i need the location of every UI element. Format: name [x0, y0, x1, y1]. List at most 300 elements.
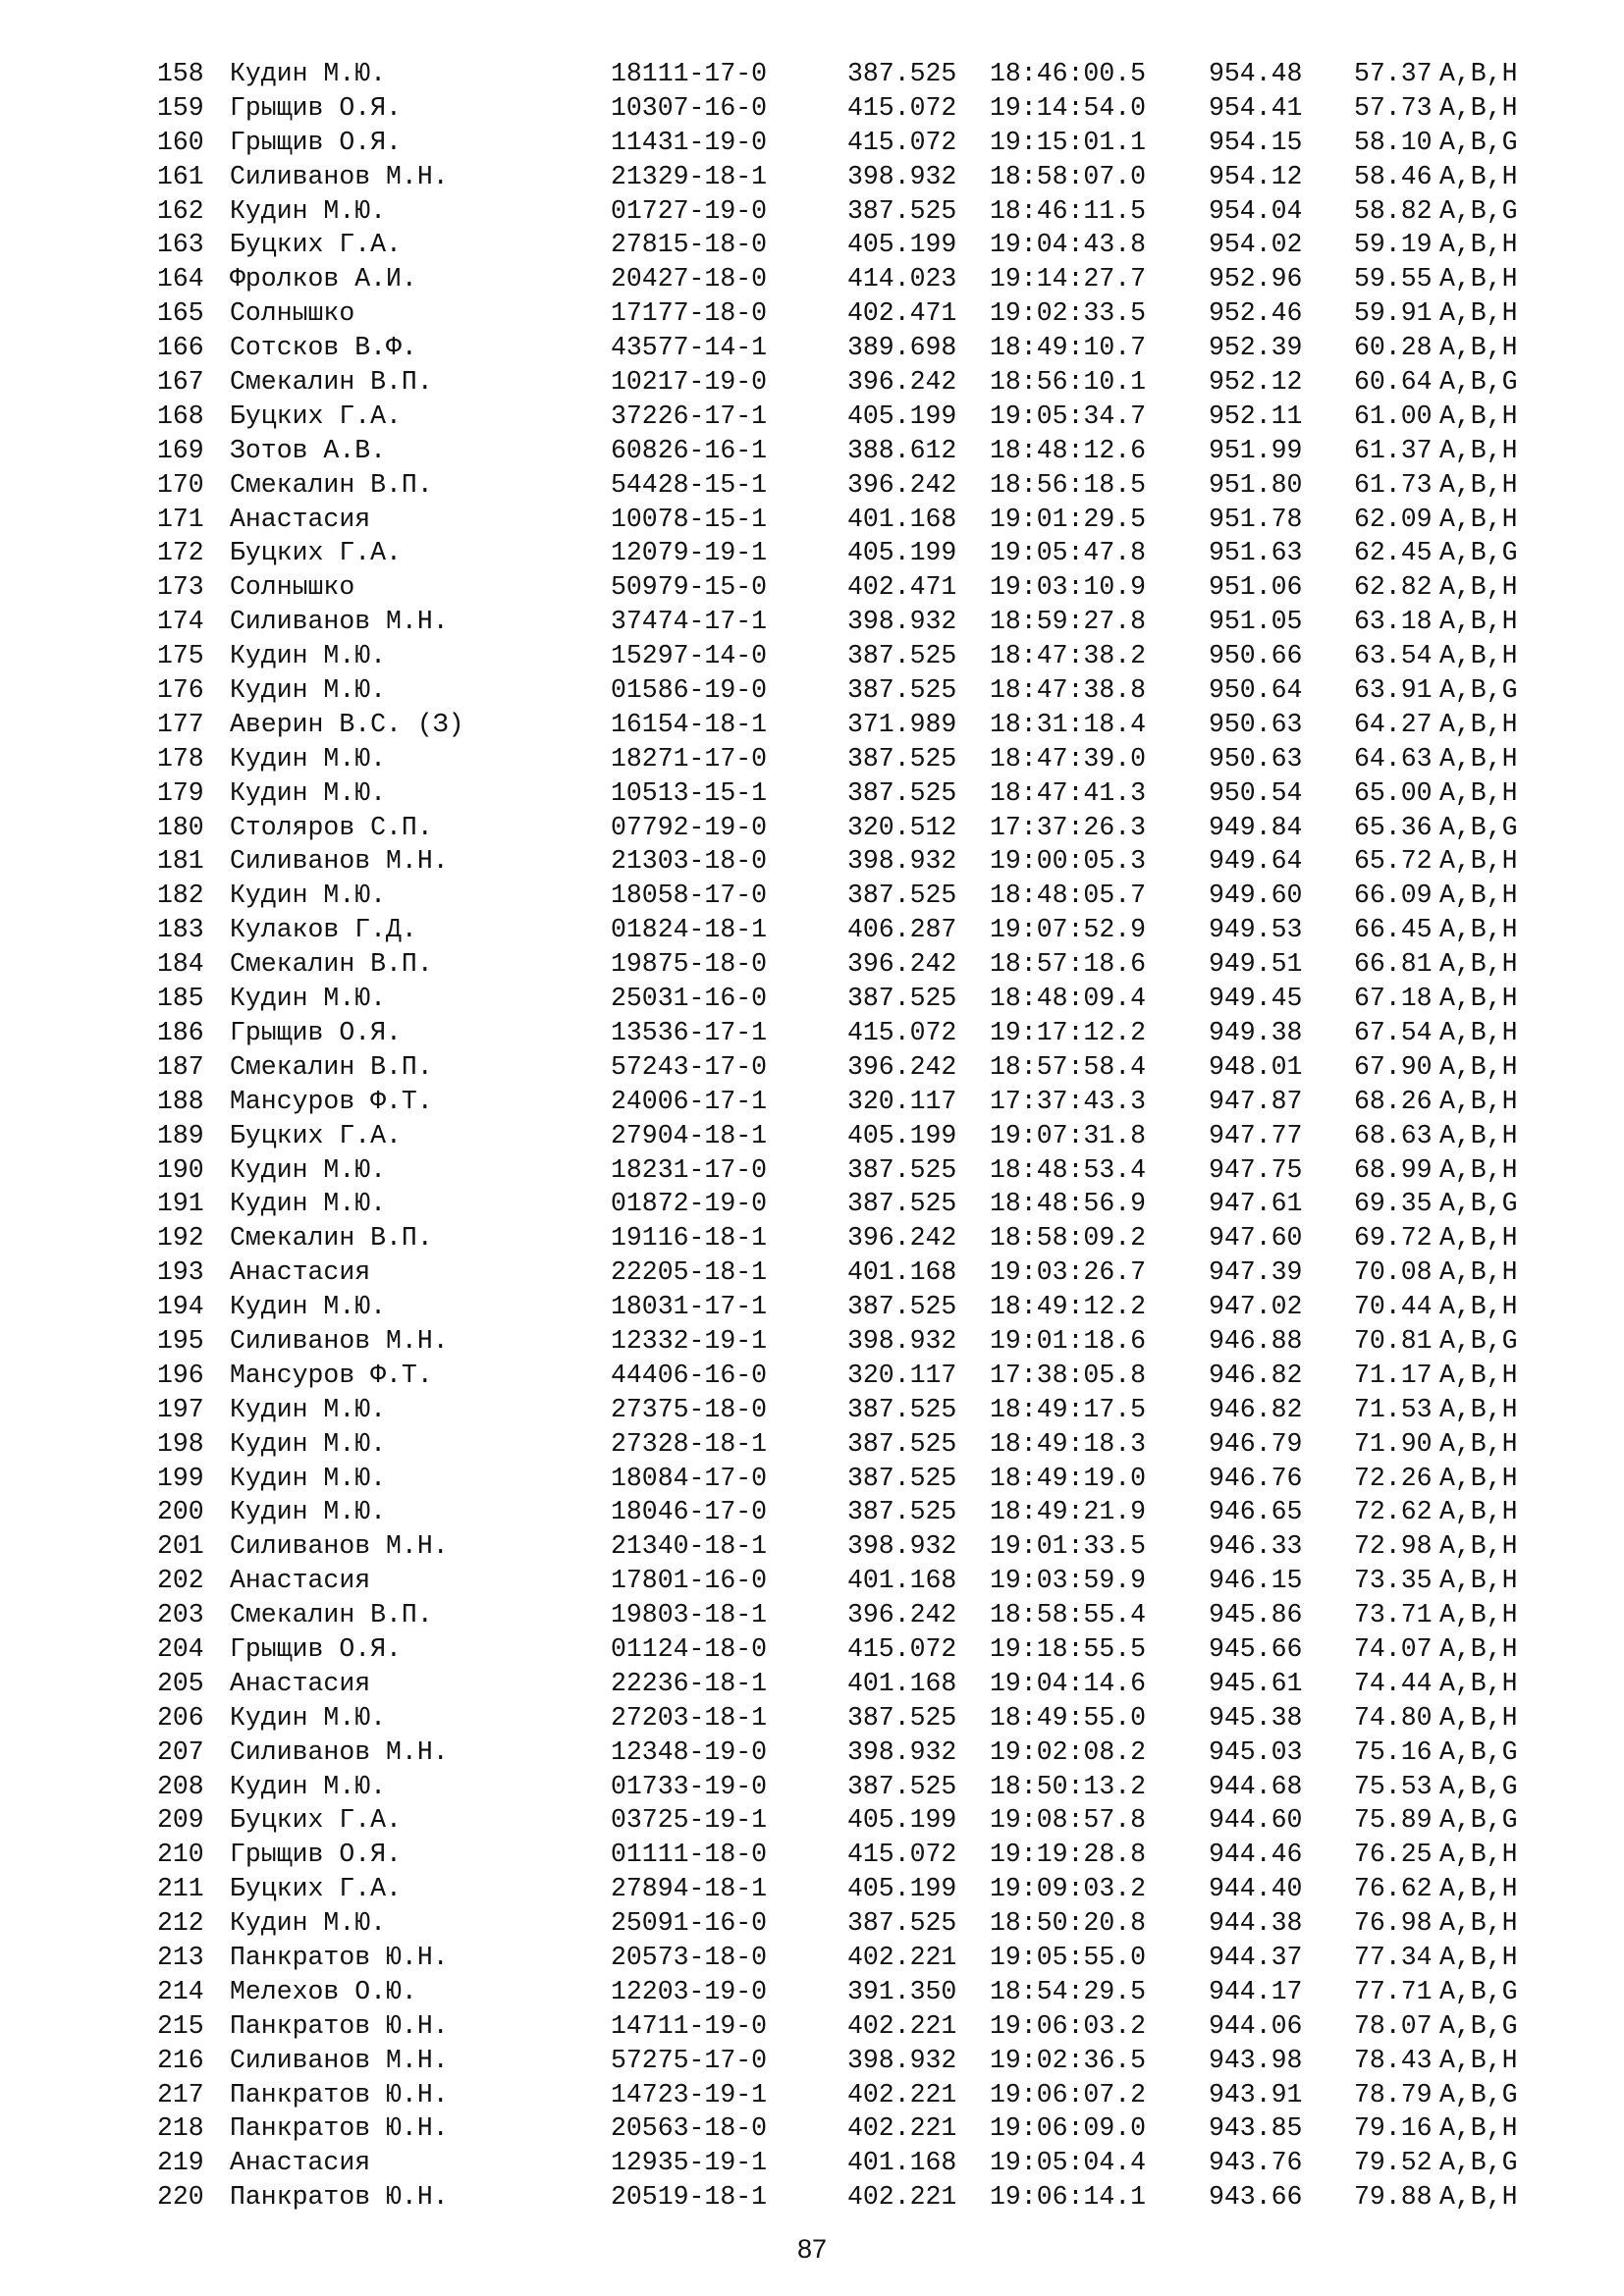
place-number: 172: [157, 538, 204, 568]
ring-number: 12348-19-0: [611, 1736, 768, 1767]
ring-number: 03725-19-1: [611, 1805, 768, 1836]
coefficient: 63.91: [1354, 675, 1433, 706]
place-number: 211: [157, 1874, 204, 1904]
fancier-name: Кудин М.Ю.: [230, 1908, 387, 1939]
ring-number: 12332-19-1: [611, 1325, 768, 1356]
speed: 944.38: [1209, 1908, 1303, 1939]
ring-number: 12079-19-1: [611, 538, 768, 568]
table-row: [157, 570, 1551, 605]
table-row: [157, 673, 1551, 708]
flags: A,B,H: [1439, 59, 1518, 88]
place-number: 210: [157, 1840, 204, 1870]
table-row: [157, 228, 1551, 262]
fancier-name: Буцких Г.А.: [230, 538, 402, 568]
speed: 947.75: [1209, 1154, 1303, 1185]
place-number: 184: [157, 949, 204, 980]
table-row: [157, 1735, 1551, 1770]
distance: 398.932: [847, 1531, 957, 1562]
fancier-name: Смекалин В.П.: [230, 1051, 433, 1082]
ring-number: 01124-18-0: [611, 1633, 768, 1664]
distance: 415.072: [847, 1017, 957, 1047]
ring-number: 20563-18-0: [611, 2113, 768, 2144]
distance: 396.242: [847, 1223, 957, 1254]
flags: A,B,G: [1439, 367, 1518, 398]
distance: 415.072: [847, 92, 957, 123]
flags: A,B,H: [1439, 846, 1518, 877]
distance: 387.525: [847, 1189, 957, 1219]
distance: 387.525: [847, 1702, 957, 1733]
table-row: [157, 160, 1551, 194]
place-number: 219: [157, 2148, 204, 2178]
place-number: 199: [157, 1463, 204, 1493]
table-row: [157, 982, 1551, 1016]
table-row: [157, 844, 1551, 879]
ring-number: 43577-14-1: [611, 333, 768, 363]
arrival-time: 19:02:08.2: [990, 1736, 1147, 1767]
coefficient: 74.80: [1354, 1702, 1433, 1733]
table-row: [157, 2044, 1551, 2078]
distance: 387.525: [847, 777, 957, 808]
arrival-time: 19:14:27.7: [990, 264, 1147, 294]
speed: 945.66: [1209, 1633, 1303, 1664]
flags: A,B,H: [1439, 400, 1518, 431]
table-row: [157, 296, 1551, 331]
coefficient: 66.09: [1354, 881, 1433, 911]
table-row: [157, 1564, 1551, 1598]
ring-number: 01872-19-0: [611, 1189, 768, 1219]
speed: 949.38: [1209, 1017, 1303, 1047]
coefficient: 71.90: [1354, 1428, 1433, 1459]
coefficient: 73.35: [1354, 1566, 1433, 1596]
fancier-name: Анастасия: [230, 1668, 371, 1698]
fancier-name: Силиванов М.Н.: [230, 607, 449, 637]
speed: 945.61: [1209, 1668, 1303, 1698]
place-number: 161: [157, 161, 204, 191]
fancier-name: Столяров С.П.: [230, 812, 433, 842]
ring-number: 18271-17-0: [611, 743, 768, 774]
speed: 950.64: [1209, 675, 1303, 706]
distance: 415.072: [847, 1840, 957, 1870]
ring-number: 18231-17-0: [611, 1154, 768, 1185]
flags: A,B,H: [1439, 1566, 1518, 1596]
place-number: 204: [157, 1633, 204, 1664]
coefficient: 69.35: [1354, 1189, 1433, 1219]
ring-number: 20573-18-0: [611, 1942, 768, 1972]
coefficient: 69.72: [1354, 1223, 1433, 1254]
place-number: 164: [157, 264, 204, 294]
flags: A,B,H: [1439, 1086, 1518, 1116]
distance: 398.932: [847, 2045, 957, 2075]
coefficient: 78.43: [1354, 2045, 1433, 2075]
ring-number: 20427-18-0: [611, 264, 768, 294]
fancier-name: Смекалин В.П.: [230, 949, 433, 980]
ring-number: 10513-15-1: [611, 777, 768, 808]
fancier-name: Кудин М.Ю.: [230, 1292, 387, 1322]
arrival-time: 19:06:14.1: [990, 2182, 1147, 2213]
ring-number: 12935-19-1: [611, 2148, 768, 2178]
place-number: 160: [157, 127, 204, 157]
place-number: 191: [157, 1189, 204, 1219]
flags: A,B,G: [1439, 1771, 1518, 1801]
table-row: [157, 2009, 1551, 2044]
ring-number: 17801-16-0: [611, 1566, 768, 1596]
flags: A,B,H: [1439, 264, 1518, 294]
fancier-name: Кудин М.Ю.: [230, 777, 387, 808]
arrival-time: 19:08:57.8: [990, 1805, 1147, 1836]
place-number: 195: [157, 1325, 204, 1356]
table-row: [157, 1050, 1551, 1085]
speed: 946.33: [1209, 1531, 1303, 1562]
table-row: [157, 1119, 1551, 1153]
speed: 944.06: [1209, 2010, 1303, 2041]
table-row: [157, 434, 1551, 468]
place-number: 168: [157, 400, 204, 431]
table-row: [157, 126, 1551, 160]
table-row: [157, 331, 1551, 365]
table-row: [157, 91, 1551, 126]
table-row: [157, 468, 1551, 503]
flags: A,B,H: [1439, 777, 1518, 808]
ring-number: 01824-18-1: [611, 915, 768, 945]
distance: 402.221: [847, 2113, 957, 2144]
fancier-name: Силиванов М.Н.: [230, 161, 449, 191]
coefficient: 76.98: [1354, 1908, 1433, 1939]
place-number: 206: [157, 1702, 204, 1733]
flags: A,B,H: [1439, 1120, 1518, 1150]
ring-number: 01733-19-0: [611, 1771, 768, 1801]
coefficient: 68.99: [1354, 1154, 1433, 1185]
ring-number: 21303-18-0: [611, 846, 768, 877]
flags: A,B,H: [1439, 709, 1518, 739]
table-row: [157, 503, 1551, 537]
place-number: 176: [157, 675, 204, 706]
distance: 415.072: [847, 127, 957, 157]
speed: 946.79: [1209, 1428, 1303, 1459]
ring-number: 27904-18-1: [611, 1120, 768, 1150]
flags: A,B,H: [1439, 92, 1518, 123]
speed: 944.37: [1209, 1942, 1303, 1972]
distance: 401.168: [847, 1257, 957, 1288]
arrival-time: 19:03:10.9: [990, 572, 1147, 603]
arrival-time: 17:37:26.3: [990, 812, 1147, 842]
flags: A,B,H: [1439, 333, 1518, 363]
place-number: 186: [157, 1017, 204, 1047]
fancier-name: Грыщив О.Я.: [230, 1017, 402, 1047]
flags: A,B,H: [1439, 1154, 1518, 1185]
table-row: [157, 262, 1551, 296]
flags: A,B,G: [1439, 2148, 1518, 2178]
place-number: 175: [157, 641, 204, 671]
ring-number: 19116-18-1: [611, 1223, 768, 1254]
arrival-time: 19:06:09.0: [990, 2113, 1147, 2144]
speed: 949.45: [1209, 984, 1303, 1014]
arrival-time: 18:48:05.7: [990, 881, 1147, 911]
coefficient: 77.34: [1354, 1942, 1433, 1972]
coefficient: 72.26: [1354, 1463, 1433, 1493]
coefficient: 73.71: [1354, 1600, 1433, 1630]
fancier-name: Кудин М.Ю.: [230, 1428, 387, 1459]
table-row: [157, 1701, 1551, 1735]
place-number: 177: [157, 709, 204, 739]
table-row: [157, 1941, 1551, 1975]
flags: A,B,H: [1439, 1942, 1518, 1972]
flags: A,B,H: [1439, 435, 1518, 465]
distance: 402.221: [847, 1942, 957, 1972]
arrival-time: 19:09:03.2: [990, 1874, 1147, 1904]
coefficient: 57.37: [1354, 59, 1433, 88]
distance: 387.525: [847, 1394, 957, 1424]
speed: 946.15: [1209, 1566, 1303, 1596]
arrival-time: 19:15:01.1: [990, 127, 1147, 157]
fancier-name: Мелехов О.Ю.: [230, 1976, 417, 2006]
arrival-time: 18:59:27.8: [990, 607, 1147, 637]
speed: 946.82: [1209, 1360, 1303, 1390]
coefficient: 70.81: [1354, 1325, 1433, 1356]
fancier-name: Кудин М.Ю.: [230, 1702, 387, 1733]
flags: A,B,G: [1439, 127, 1518, 157]
distance: 401.168: [847, 1566, 957, 1596]
table-row: [157, 2078, 1551, 2112]
distance: 405.199: [847, 400, 957, 431]
coefficient: 63.54: [1354, 641, 1433, 671]
arrival-time: 18:48:53.4: [990, 1154, 1147, 1185]
fancier-name: Кудин М.Ю.: [230, 195, 387, 226]
distance: 389.698: [847, 333, 957, 363]
distance: 387.525: [847, 1292, 957, 1322]
flags: A,B,H: [1439, 1668, 1518, 1698]
place-number: 174: [157, 607, 204, 637]
distance: 387.525: [847, 881, 957, 911]
flags: A,B,H: [1439, 1257, 1518, 1288]
ring-number: 15297-14-0: [611, 641, 768, 671]
arrival-time: 19:05:55.0: [990, 1942, 1147, 1972]
speed: 944.17: [1209, 1976, 1303, 2006]
arrival-time: 18:46:00.5: [990, 59, 1147, 88]
fancier-name: Мансуров Ф.Т.: [230, 1360, 433, 1390]
fancier-name: Смекалин В.П.: [230, 367, 433, 398]
arrival-time: 18:50:13.2: [990, 1771, 1147, 1801]
flags: A,B,H: [1439, 1463, 1518, 1493]
flags: A,B,G: [1439, 195, 1518, 226]
distance: 387.525: [847, 675, 957, 706]
flags: A,B,H: [1439, 1428, 1518, 1459]
ring-number: 14723-19-1: [611, 2079, 768, 2109]
fancier-name: Грыщив О.Я.: [230, 1633, 402, 1664]
ring-number: 37474-17-1: [611, 607, 768, 637]
arrival-time: 19:06:07.2: [990, 2079, 1147, 2109]
coefficient: 74.07: [1354, 1633, 1433, 1664]
distance: 387.525: [847, 1428, 957, 1459]
coefficient: 78.07: [1354, 2010, 1433, 2041]
flags: A,B,H: [1439, 1394, 1518, 1424]
distance: 320.117: [847, 1086, 957, 1116]
ring-number: 27815-18-0: [611, 230, 768, 260]
coefficient: 71.17: [1354, 1360, 1433, 1390]
speed: 951.99: [1209, 435, 1303, 465]
table-row: [157, 605, 1551, 639]
place-number: 214: [157, 1976, 204, 2006]
arrival-time: 19:02:36.5: [990, 2045, 1147, 2075]
flags: A,B,H: [1439, 572, 1518, 603]
flags: A,B,H: [1439, 1600, 1518, 1630]
distance: 401.168: [847, 1668, 957, 1698]
place-number: 187: [157, 1051, 204, 1082]
coefficient: 59.55: [1354, 264, 1433, 294]
ring-number: 01586-19-0: [611, 675, 768, 706]
fancier-name: Силиванов М.Н.: [230, 1531, 449, 1562]
fancier-name: Буцких Г.А.: [230, 1805, 402, 1836]
speed: 952.12: [1209, 367, 1303, 398]
speed: 943.76: [1209, 2148, 1303, 2178]
fancier-name: Анастасия: [230, 504, 371, 534]
fancier-name: Аверин В.С. (З): [230, 709, 464, 739]
place-number: 217: [157, 2079, 204, 2109]
arrival-time: 19:17:12.2: [990, 1017, 1147, 1047]
ring-number: 17177-18-0: [611, 298, 768, 329]
fancier-name: Панкратов Ю.Н.: [230, 2113, 449, 2144]
speed: 943.66: [1209, 2182, 1303, 2213]
place-number: 181: [157, 846, 204, 877]
distance: 387.525: [847, 1908, 957, 1939]
place-number: 193: [157, 1257, 204, 1288]
arrival-time: 18:54:29.5: [990, 1976, 1147, 2006]
speed: 951.05: [1209, 607, 1303, 637]
coefficient: 57.73: [1354, 92, 1433, 123]
place-number: 169: [157, 435, 204, 465]
distance: 405.199: [847, 1874, 957, 1904]
place-number: 167: [157, 367, 204, 398]
arrival-time: 17:37:43.3: [990, 1086, 1147, 1116]
place-number: 180: [157, 812, 204, 842]
distance: 388.612: [847, 435, 957, 465]
flags: A,B,G: [1439, 1976, 1518, 2006]
fancier-name: Панкратов Ю.Н.: [230, 2079, 449, 2109]
ring-number: 19875-18-0: [611, 949, 768, 980]
coefficient: 68.63: [1354, 1120, 1433, 1150]
coefficient: 65.72: [1354, 846, 1433, 877]
speed: 946.82: [1209, 1394, 1303, 1424]
arrival-time: 18:57:58.4: [990, 1051, 1147, 1082]
place-number: 212: [157, 1908, 204, 1939]
speed: 952.11: [1209, 400, 1303, 431]
place-number: 158: [157, 59, 204, 88]
distance: 396.242: [847, 1051, 957, 1082]
table-row: [157, 1975, 1551, 2009]
ring-number: 10217-19-0: [611, 367, 768, 398]
place-number: 213: [157, 1942, 204, 1972]
coefficient: 60.64: [1354, 367, 1433, 398]
flags: A,B,H: [1439, 504, 1518, 534]
fancier-name: Кудин М.Ю.: [230, 641, 387, 671]
speed: 943.98: [1209, 2045, 1303, 2075]
flags: A,B,G: [1439, 1805, 1518, 1836]
ring-number: 27894-18-1: [611, 1874, 768, 1904]
distance: 405.199: [847, 1120, 957, 1150]
place-number: 200: [157, 1497, 204, 1527]
flags: A,B,G: [1439, 812, 1518, 842]
ring-number: 16154-18-1: [611, 709, 768, 739]
coefficient: 70.44: [1354, 1292, 1433, 1322]
ring-number: 60826-16-1: [611, 435, 768, 465]
ring-number: 22236-18-1: [611, 1668, 768, 1698]
speed: 950.63: [1209, 709, 1303, 739]
arrival-time: 18:58:09.2: [990, 1223, 1147, 1254]
table-row: [157, 742, 1551, 776]
fancier-name: Зотов А.В.: [230, 435, 387, 465]
place-number: 205: [157, 1668, 204, 1698]
arrival-time: 19:06:03.2: [990, 2010, 1147, 2041]
flags: A,B,G: [1439, 675, 1518, 706]
arrival-time: 18:48:09.4: [990, 984, 1147, 1014]
arrival-time: 19:05:34.7: [990, 400, 1147, 431]
fancier-name: Буцких Г.А.: [230, 400, 402, 431]
fancier-name: Грыщив О.Я.: [230, 1840, 402, 1870]
distance: 396.242: [847, 469, 957, 500]
arrival-time: 19:05:04.4: [990, 2148, 1147, 2178]
arrival-time: 18:47:38.2: [990, 641, 1147, 671]
distance: 405.199: [847, 230, 957, 260]
table-row: [157, 811, 1551, 845]
flags: A,B,H: [1439, 1702, 1518, 1733]
distance: 387.525: [847, 1771, 957, 1801]
flags: A,B,H: [1439, 469, 1518, 500]
flags: A,B,H: [1439, 1531, 1518, 1562]
speed: 952.96: [1209, 264, 1303, 294]
flags: A,B,H: [1439, 1840, 1518, 1870]
speed: 947.60: [1209, 1223, 1303, 1254]
place-number: 178: [157, 743, 204, 774]
arrival-time: 19:01:18.6: [990, 1325, 1147, 1356]
distance: 387.525: [847, 59, 957, 88]
arrival-time: 18:49:10.7: [990, 333, 1147, 363]
place-number: 188: [157, 1086, 204, 1116]
table-row: [157, 947, 1551, 982]
table-row: [157, 2146, 1551, 2180]
table-row: [157, 1770, 1551, 1804]
speed: 949.84: [1209, 812, 1303, 842]
flags: A,B,H: [1439, 1633, 1518, 1664]
table-row: [157, 57, 1551, 91]
speed: 954.48: [1209, 59, 1303, 88]
table-row: [157, 1153, 1551, 1188]
ring-number: 18046-17-0: [611, 1497, 768, 1527]
ring-number: 57243-17-0: [611, 1051, 768, 1082]
flags: A,B,H: [1439, 1874, 1518, 1904]
ring-number: 07792-19-0: [611, 812, 768, 842]
speed: 948.01: [1209, 1051, 1303, 1082]
table-row: [157, 1221, 1551, 1255]
distance: 405.199: [847, 1805, 957, 1836]
arrival-time: 18:56:10.1: [990, 367, 1147, 398]
flags: A,B,G: [1439, 1736, 1518, 1767]
speed: 952.39: [1209, 333, 1303, 363]
fancier-name: Кудин М.Ю.: [230, 1154, 387, 1185]
ring-number: 14711-19-0: [611, 2010, 768, 2041]
speed: 954.02: [1209, 230, 1303, 260]
distance: 398.932: [847, 1325, 957, 1356]
ring-number: 37226-17-1: [611, 400, 768, 431]
coefficient: 72.98: [1354, 1531, 1433, 1562]
speed: 947.77: [1209, 1120, 1303, 1150]
coefficient: 71.53: [1354, 1394, 1433, 1424]
arrival-time: 17:38:05.8: [990, 1360, 1147, 1390]
fancier-name: Мансуров Ф.Т.: [230, 1086, 433, 1116]
arrival-time: 19:03:59.9: [990, 1566, 1147, 1596]
place-number: 165: [157, 298, 204, 329]
flags: A,B,H: [1439, 1360, 1518, 1390]
arrival-time: 18:50:20.8: [990, 1908, 1147, 1939]
place-number: 207: [157, 1736, 204, 1767]
